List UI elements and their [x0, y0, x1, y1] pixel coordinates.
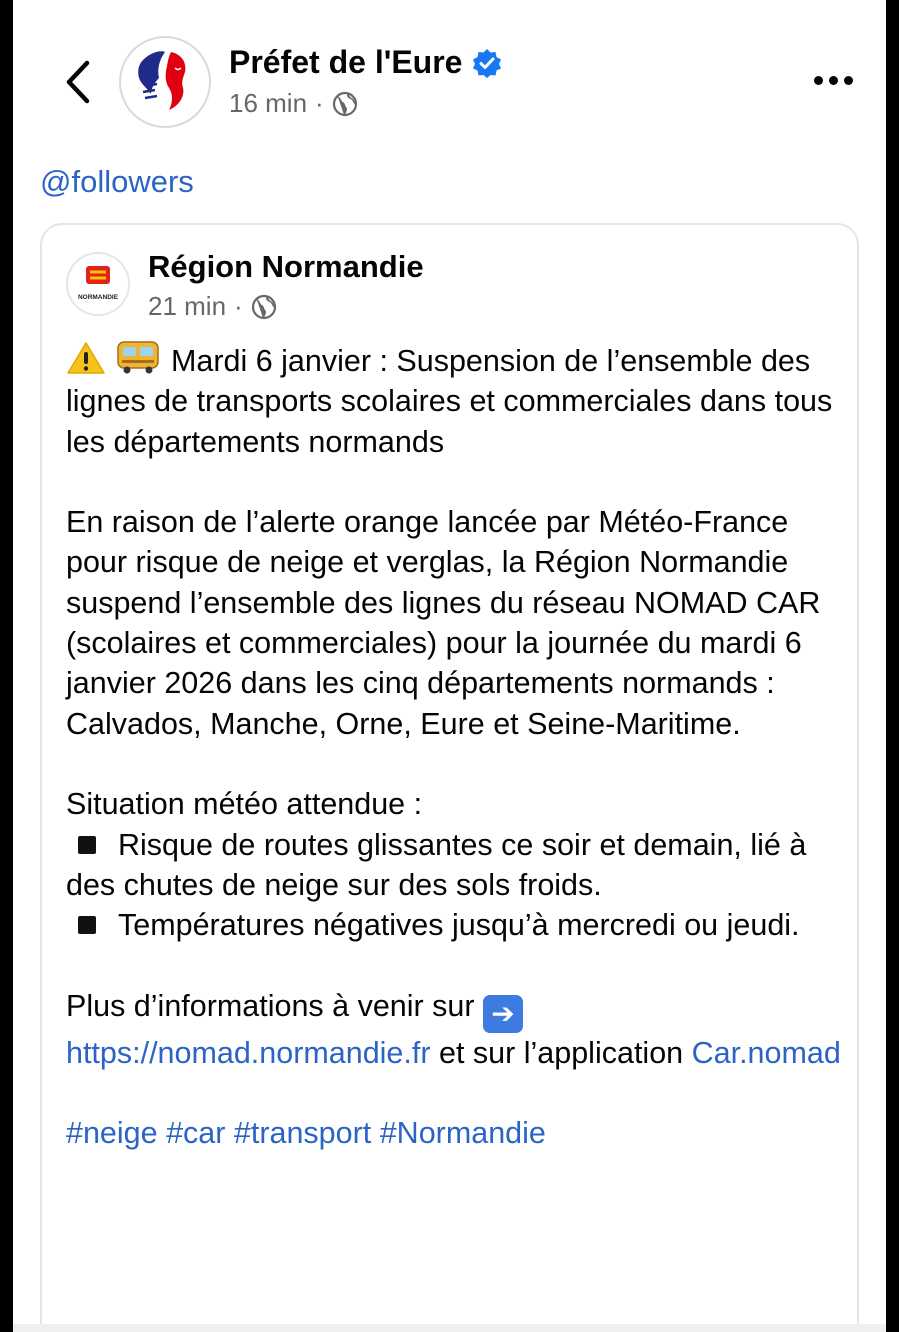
- hashtag-link[interactable]: #neige: [66, 1116, 158, 1151]
- post-meta: [229, 88, 358, 119]
- hashtags: [66, 1113, 856, 1153]
- more-dot-icon: [844, 76, 853, 85]
- chevron-left-icon: [65, 60, 91, 104]
- hashtag-link[interactable]: #transport: [233, 1116, 372, 1151]
- warning-icon: [66, 341, 106, 375]
- bullet-text: Risque de routes glissantes ce soir et demain, lié à des chutes de neige sur des sols froids.: [66, 827, 807, 902]
- main-paragraph: En raison de l’alerte orange lancée par Météo-France pour risque de neige et verglas, la Région Normandie suspend l’ensemble des lignes du réseau NOMAD CAR (scolaires et commerciales) pour la journée du mardi 6 janvier 2026 dans les cinq départements normands : Calvados, Manche, Orne, Eure et Seine-Maritime.: [66, 505, 821, 741]
- marianne-logo-icon: [121, 38, 209, 126]
- right-arrow-icon: ➔: [483, 995, 523, 1033]
- nomad-website-link[interactable]: https://nomad.normandie.fr: [66, 1035, 431, 1070]
- post-time[interactable]: 16 min: [229, 88, 308, 118]
- bullet-item: [66, 905, 856, 945]
- followers-mention[interactable]: @followers: [40, 164, 194, 199]
- logo-text: NORMANDIE: [77, 294, 119, 301]
- headline-paragraph: [66, 339, 856, 462]
- shared-author-name[interactable]: Région Normandie: [148, 249, 424, 284]
- situation-title: Situation météo attendue :: [66, 787, 423, 822]
- hashtag-link[interactable]: #Normandie: [379, 1116, 546, 1151]
- media-preview-edge: [13, 1324, 886, 1332]
- shared-post-card[interactable]: [40, 223, 859, 1332]
- headline-text: Mardi 6 janvier : Suspension de l’ensemble des lignes de transports scolaires et commerciales dans tous les départements normands: [66, 344, 833, 459]
- black-square-icon: [78, 916, 96, 934]
- shared-post-body: [66, 339, 856, 1154]
- hashtag-link[interactable]: #car: [166, 1116, 226, 1151]
- post-author[interactable]: [229, 44, 502, 81]
- more-info-paragraph: [66, 986, 856, 1073]
- author-avatar[interactable]: [119, 36, 211, 128]
- shared-post-time[interactable]: 21 min: [148, 291, 227, 321]
- more-dot-icon: [814, 76, 823, 85]
- more-dot-icon: [829, 76, 838, 85]
- author-name[interactable]: Préfet de l'Eure: [229, 44, 463, 80]
- more-info-prefix: Plus d’informations à venir sur: [66, 988, 475, 1023]
- post-screen: [13, 0, 886, 1332]
- black-square-icon: [78, 836, 96, 854]
- more-options-button[interactable]: [805, 62, 861, 98]
- bullet-text: Températures négatives jusqu’à mercredi ou jeudi.: [118, 908, 800, 943]
- back-button[interactable]: [55, 58, 101, 106]
- app-link[interactable]: Car.nomad: [691, 1035, 841, 1070]
- bus-icon: [114, 339, 162, 375]
- shared-post-meta: [148, 291, 277, 322]
- meta-separator: ·: [315, 88, 324, 118]
- bullet-item: [66, 825, 856, 906]
- more-info-middle: et sur l’application: [438, 1035, 684, 1070]
- meta-separator: ·: [234, 291, 243, 321]
- globe-icon: [332, 91, 358, 117]
- region-normandie-logo-icon: [68, 254, 128, 314]
- verified-badge-icon: [472, 48, 502, 78]
- shared-author-avatar[interactable]: [66, 252, 130, 316]
- globe-icon: [251, 294, 277, 320]
